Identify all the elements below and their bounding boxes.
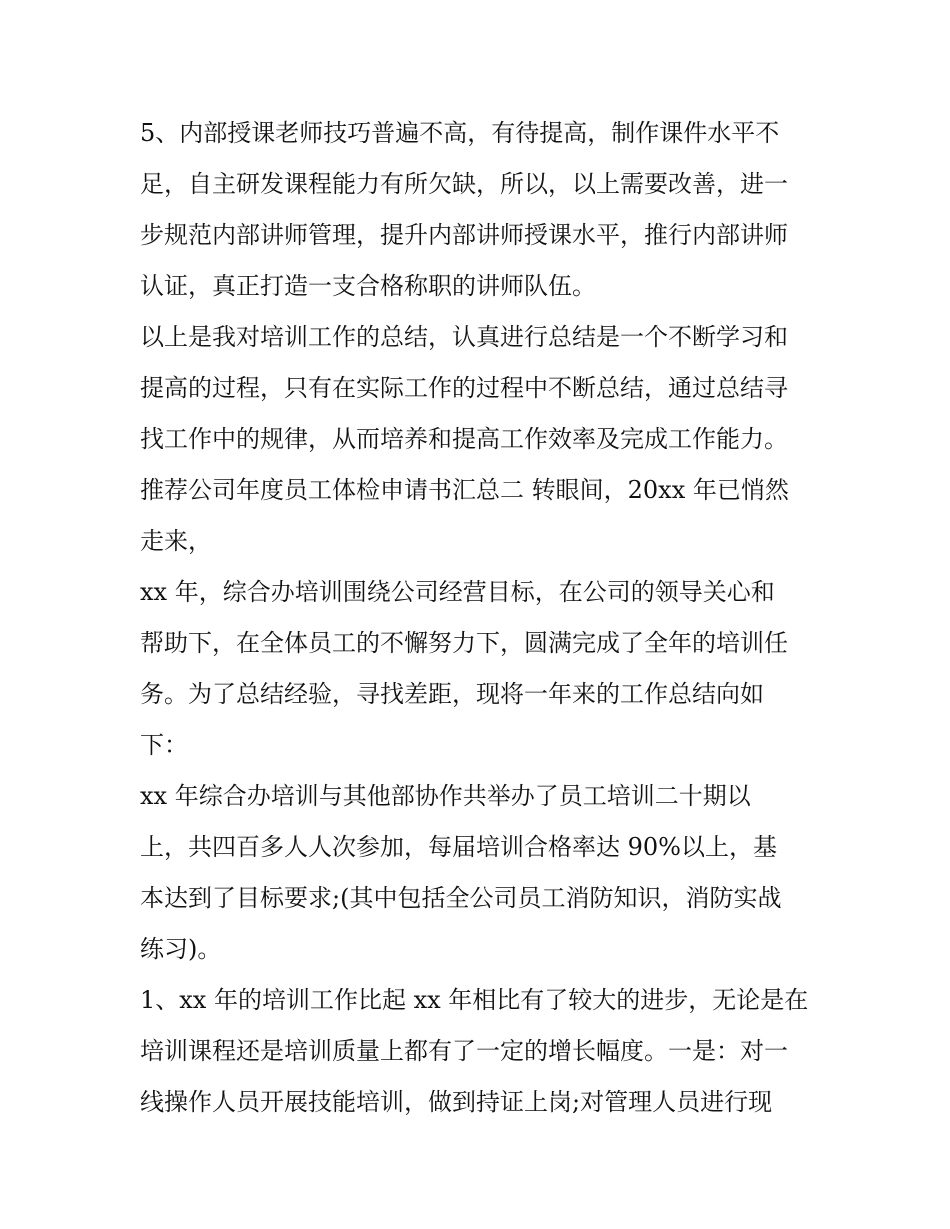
text-line: 线操作人员开展技能培训，做到持证上岗;对管理人员进行现 bbox=[140, 1088, 773, 1116]
text-line: xx 年，综合办培训围绕公司经营目标，在公司的领导关心和 bbox=[140, 578, 775, 606]
text-line: 本达到了目标要求;(其中包括全公司员工消防知识，消防实战 bbox=[140, 884, 782, 912]
text-line: 提高的过程，只有在实际工作的过程中不断总结，通过总结寻 bbox=[140, 374, 788, 402]
text-line: 上，共四百多人人次参加，每届培训合格率达 90%以上，基 bbox=[140, 833, 777, 861]
text-line: 1、xx 年的培训工作比起 xx 年相比有了较大的进步，无论是在 bbox=[140, 986, 809, 1014]
document-body bbox=[140, 108, 830, 1128]
text-line: 认证，真正打造一支合格称职的讲师队伍。 bbox=[140, 272, 596, 300]
text-line: 帮助下，在全体员工的不懈努力下，圆满完成了全年的培训任 bbox=[140, 629, 788, 657]
text-line: 以上是我对培训工作的总结，认真进行总结是一个不断学习和 bbox=[140, 323, 788, 351]
text-line: 下： bbox=[140, 731, 188, 759]
text-line: 走来， bbox=[140, 527, 212, 555]
text-line: 培训课程还是培训质量上都有了一定的增长幅度。一是：对一 bbox=[140, 1037, 788, 1065]
text-line: 练习)。 bbox=[140, 935, 222, 963]
text-line: 步规范内部讲师管理，提升内部讲师授课水平，推行内部讲师 bbox=[140, 221, 788, 249]
text-line: xx 年综合办培训与其他部协作共举办了员工培训二十期以 bbox=[140, 782, 751, 810]
text-line: 足，自主研发课程能力有所欠缺，所以，以上需要改善，进一 bbox=[140, 170, 788, 198]
text-line: 务。为了总结经验，寻找差距，现将一年来的工作总结向如 bbox=[140, 680, 764, 708]
text-line: 5、内部授课老师技巧普遍不高，有待提高，制作课件水平不 bbox=[140, 119, 780, 147]
text-line: 推荐公司年度员工体检申请书汇总二 转眼间，20xx 年已悄然 bbox=[140, 476, 789, 504]
text-line: 找工作中的规律，从而培养和提高工作效率及完成工作能力。 bbox=[140, 425, 788, 453]
